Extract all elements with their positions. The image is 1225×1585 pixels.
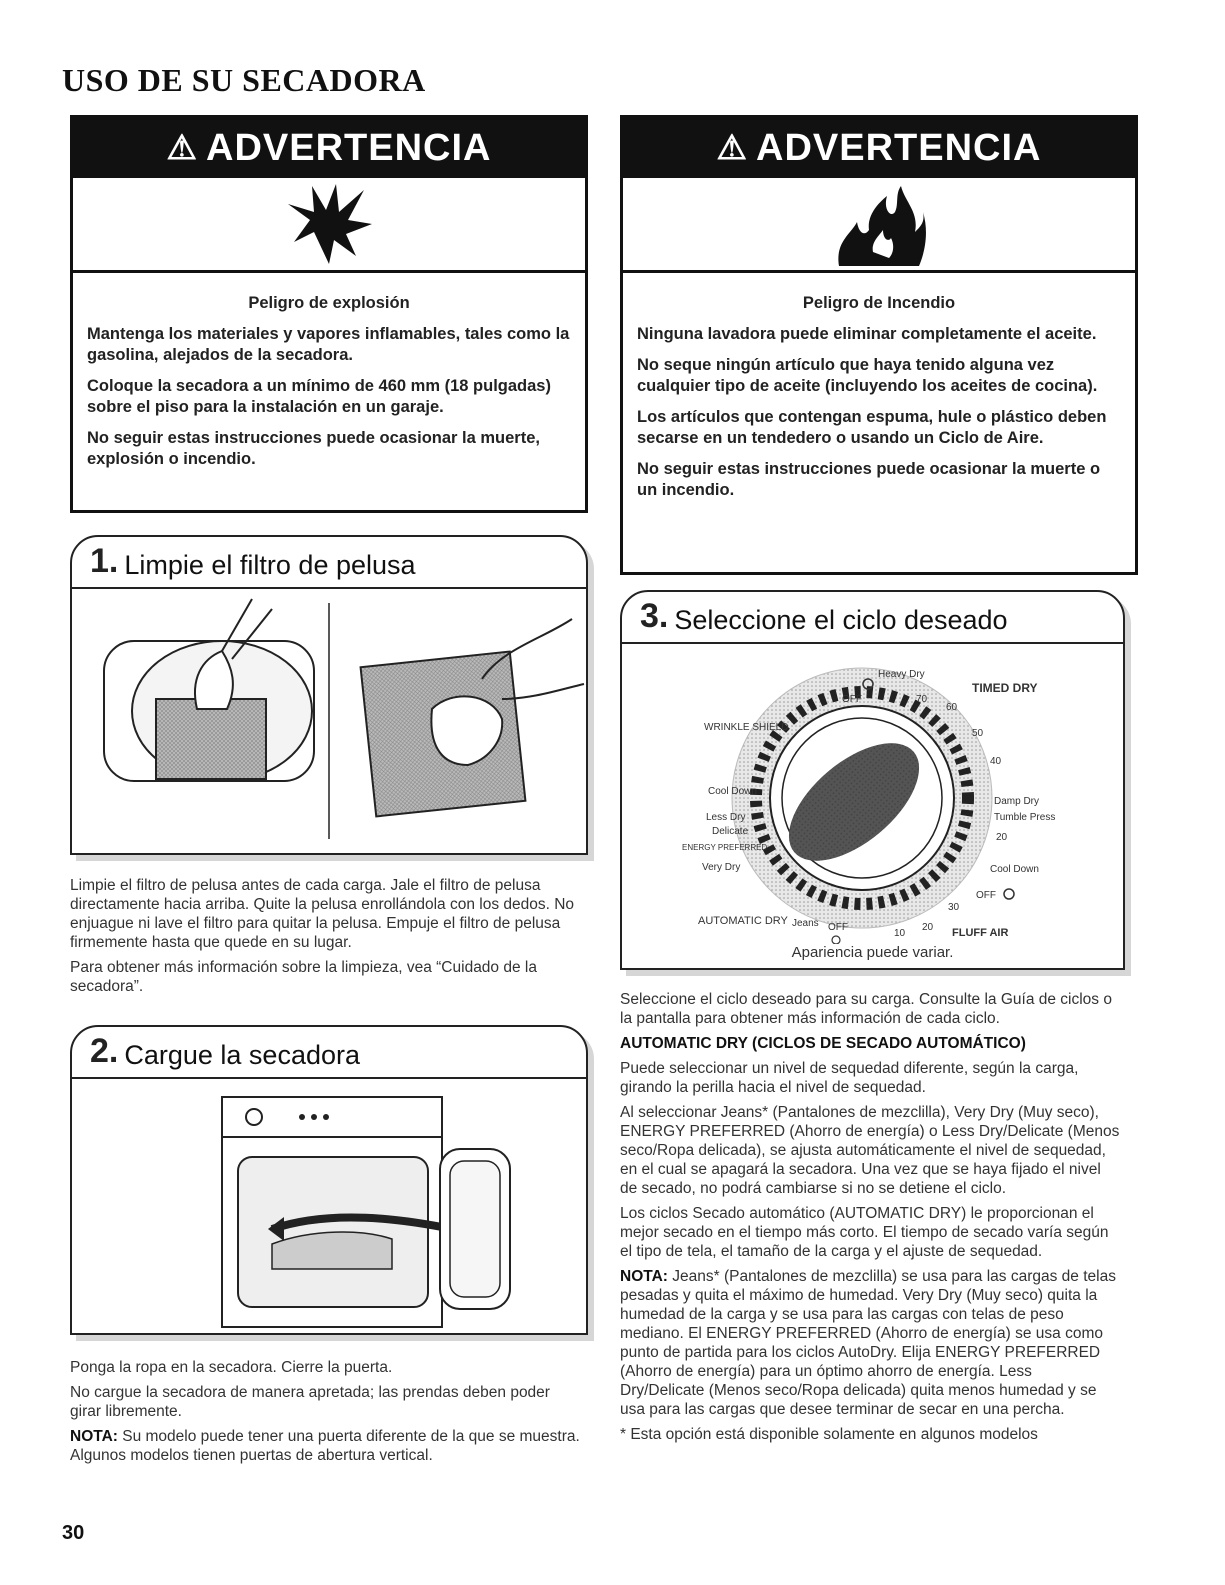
step-2-title [72,1027,586,1079]
step-title-label: Seleccione el ciclo deseado [674,605,1008,635]
step-title-label: Cargue la secadora [124,1040,361,1070]
step-paragraph: Seleccione el ciclo deseado para su carga. Consulte la Guía de ciclos o la pantalla para obtener más información de cada ciclo. [620,991,1112,1027]
step-paragraph: Para obtener más información sobre la limpieza, vea “Cuidado de la secadora”. [70,959,537,995]
warning-subtitle: Peligro de Incendio [802,294,956,312]
dial-label-timed-dry: TIMED DRY [972,681,1038,695]
dial-label-damp-dry: Damp Dry [994,796,1040,807]
step-3-text [620,990,1120,1450]
step-number: 3. [640,597,669,635]
warning-paragraph: No seque ningún artículo que haya tenido alguna vez cualquier tipo de aceite (incluyendo los aceites de cocina). [637,356,1098,395]
note-label: NOTA: [70,1428,118,1445]
step-3-title [622,592,1123,644]
dial-label-60: 60 [946,702,958,713]
dial-caption: Apariencia puede variar. [791,944,954,961]
dial-label-40: 40 [990,756,1002,767]
dial-label-less-dry: Less Dry [706,812,746,823]
cycle-dial-illustration [622,644,1123,970]
dial-label-heavy-dry: Heavy Dry [878,669,925,680]
warning-paragraph: Coloque la secadora a un mínimo de 460 mm (18 pulgadas) sobre el piso para la instalación en un garaje. [87,377,551,416]
footnote: * Esta opción está disponible solamente en algunos modelos [620,1426,1038,1443]
lint-filter-illustration [72,589,586,855]
warning-paragraph: Mantenga los materiales y vapores inflamables, tales como la gasolina, alejados de la secadora. [87,325,570,364]
warning-triangle-icon: ⚠ [716,129,748,167]
warning-box-explosion [70,115,588,513]
dial-label-delicate: Delicate [712,826,749,837]
note-text: Su modelo puede tener una puerta diferente de la que se muestra. Algunos modelos tienen puertas de abertura vertical. [70,1428,580,1464]
dial-label-cool-down-left: Cool Down [708,786,757,797]
note-text: Jeans* (Pantalones de mezclilla) se usa para las cargas de telas pesadas y quita el máximo de humedad. Very Dry (Muy seco) quita la humedad de la carga y se usa para las cargas con telas de peso mediano. El ENERGY PREFERRED (Ahorro de energía) se usa como punto de partida para los ciclos AutoDry. Elija ENERGY PREFERRED (Ahorro de energía) para un óptimo ahorro de energía. Less Dry/Delicate (Menos seco/Ropa delicada) quita menos humedad y se usa para las cargas que desee terminar de secar en una percha. [620,1268,1116,1418]
dial-label-70: 70 [916,694,928,705]
step-subheading: AUTOMATIC DRY (CICLOS DE SECADO AUTOMÁTICO) [620,1035,1026,1052]
step-paragraph: No cargue la secadora de manera apretada; las prendas deben poder girar libremente. [70,1384,550,1420]
dial-label-20-bottom: 20 [922,922,934,933]
warning-header-label: ADVERTENCIA [756,126,1042,169]
step-note [70,1427,580,1465]
dial-label-wrinkle-shield: WRINKLE SHIELD [704,722,789,733]
step-1-panel [70,535,588,855]
step-number: 2. [90,1032,119,1070]
dial-label-tumble-press: Tumble Press [994,812,1056,823]
note-label: NOTA: [620,1268,668,1285]
step-paragraph: Ponga la ropa en la secadora. Cierre la puerta. [70,1359,393,1376]
page-title: USO DE SU SECADORA [62,62,426,98]
dial-label-30: 30 [948,902,960,913]
step-paragraph: Limpie el filtro de pelusa antes de cada carga. Jale el filtro de pelusa directamente hacia arriba. Quite la pelusa enrollándola con los dedos. No enjuague ni lave el filtro para quitar la pelusa. Empuje el filtro de pelusa firmemente hasta que quede en su lugar. [70,877,575,951]
warning-paragraph: No seguir estas instrucciones puede ocasionar la muerte o un incendio. [637,460,1101,499]
step-1-title [72,537,586,589]
dial-label-cool-down-right: Cool Down [990,864,1039,875]
dial-label-jeans: Jeans [792,918,819,929]
dial-label-energy-preferred: ENERGY PREFERRED [682,843,768,852]
dial-label-fluff-air: FLUFF AIR [952,927,1009,939]
dial-label-20-right: 20 [996,832,1008,843]
warning-paragraph: No seguir estas instrucciones puede ocasionar la muerte, explosión o incendio. [87,429,540,468]
warning-header-label: ADVERTENCIA [206,126,492,169]
dial-label-10: 10 [894,928,906,939]
dial-label-off-top: OFF [842,694,862,705]
dryer-loading-illustration [72,1079,586,1335]
step-1-text [70,876,580,1002]
dial-label-very-dry: Very Dry [702,862,741,873]
step-number: 1. [90,542,119,580]
step-paragraph: Al seleccionar Jeans* (Pantalones de mezclilla), Very Dry (Muy seco), ENERGY PREFERRED (Ahorro de energía) o Less Dry/Delicate (Menos seco/Ropa delicada), se ajusta automáticamente el nivel de sequedad, en el cual se apagará la secadora. Una vez que se haya fijado el nivel de secado, no podrá cambiarse si no se detiene el ciclo. [620,1104,1120,1197]
step-paragraph: Puede seleccionar un nivel de sequedad diferente, según la carga, girando la perilla hacia el nivel de sequedad. [620,1060,1079,1096]
step-title-label: Limpie el filtro de pelusa [124,550,416,580]
dial-label-off-bottom: OFF [828,922,848,933]
step-note [620,1267,1120,1419]
warning-triangle-icon: ⚠ [166,129,198,167]
dial-label-off-right: OFF [976,890,996,901]
warning-header [73,118,585,178]
warning-paragraph: Ninguna lavadora puede eliminar completamente el aceite. [637,325,1097,343]
step-2-text [70,1358,580,1471]
step-paragraph: Los ciclos Secado automático (AUTOMATIC DRY) le proporcionan el mejor secado en el tiempo más corto. El tiempo de secado varía según el tipo de tela, el tamaño de la carga y el ajuste de sequedad. [620,1205,1109,1260]
explosion-icon [73,178,585,273]
fire-icon [623,178,1135,273]
warning-subtitle: Peligro de explosión [248,294,410,312]
page-number: 30 [62,1522,85,1544]
warning-header [623,118,1135,178]
step-2-panel [70,1025,588,1335]
dial-label-automatic-dry: AUTOMATIC DRY [698,915,788,927]
step-3-panel [620,590,1125,970]
warning-box-fire [620,115,1138,575]
warning-paragraph: Los artículos que contengan espuma, hule o plástico deben secarse en un tendedero o usando un Ciclo de Aire. [637,408,1107,447]
dial-label-50: 50 [972,728,984,739]
